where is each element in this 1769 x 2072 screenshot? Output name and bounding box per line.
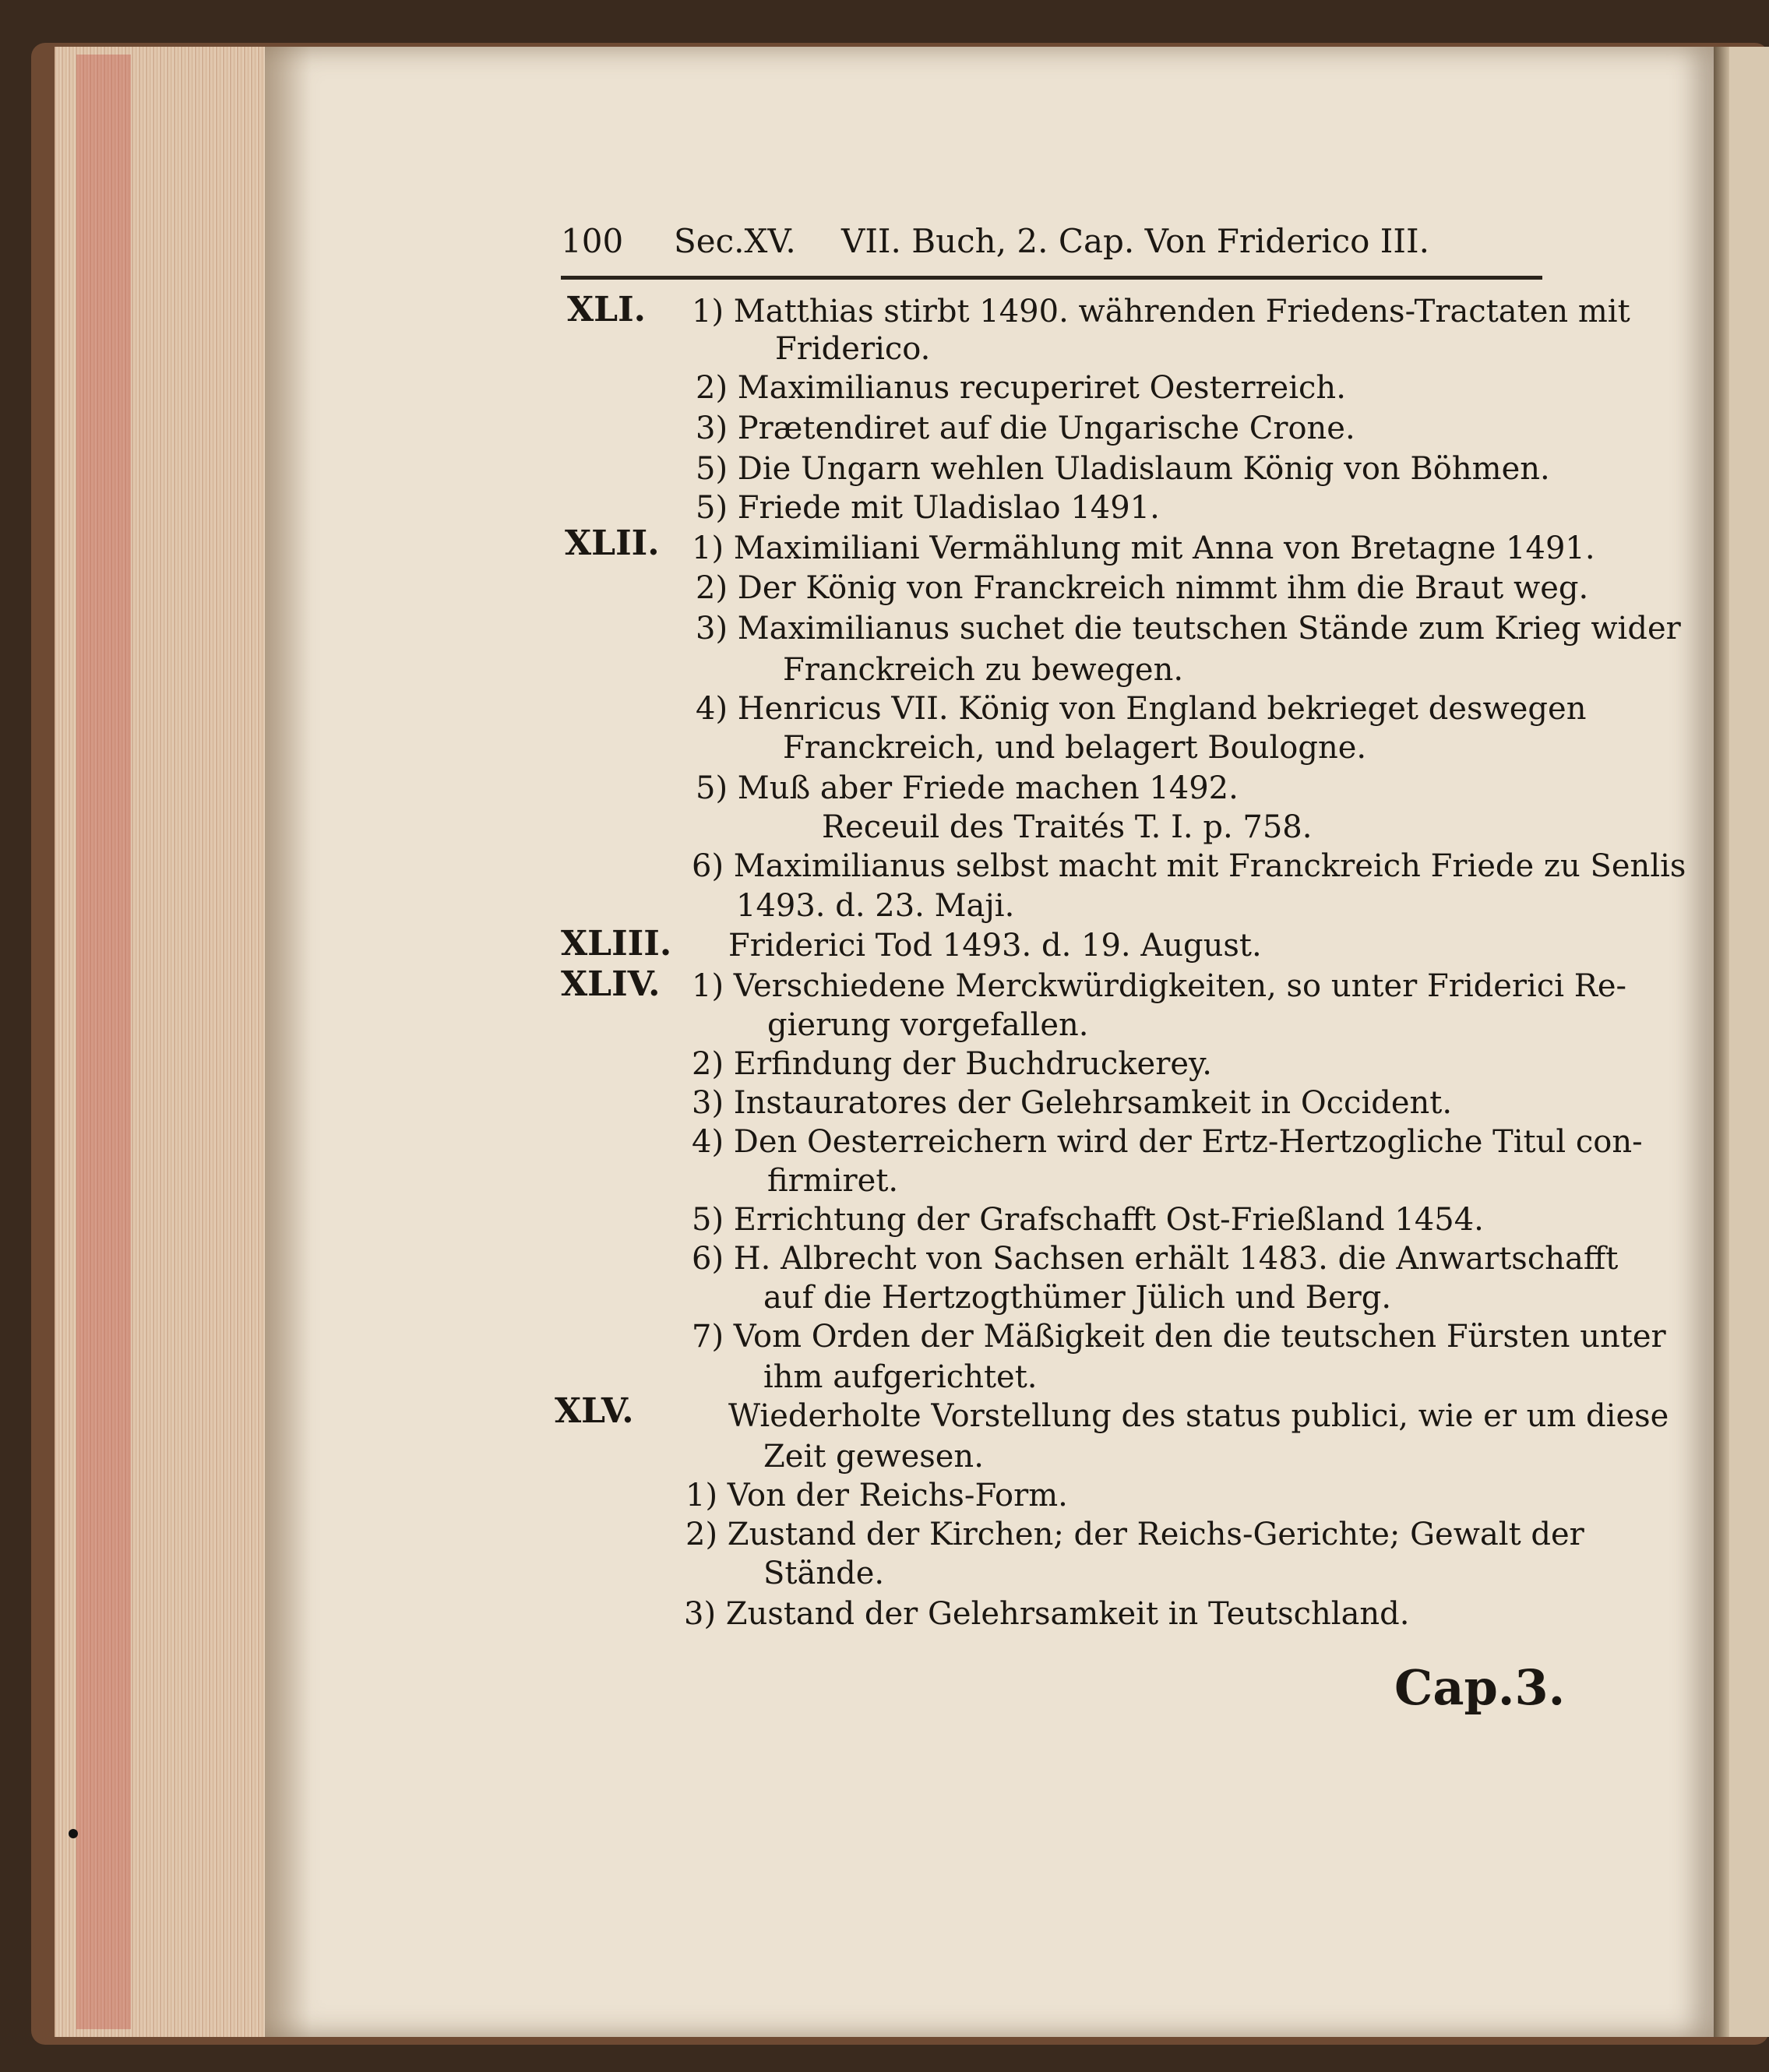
entry-line: 1) Matthias stirbt 1490. währenden Friedens-Tractaten mit xyxy=(692,294,1630,329)
roman-numeral: XLII. xyxy=(565,523,660,563)
gutter-shadow xyxy=(1714,47,1729,2037)
entry-line: 6) Maximilianus selbst macht mit Franckreich Friede zu Senlis xyxy=(692,848,1686,884)
chapter-title: VII. Buch, 2. Cap. Von Friderico III. xyxy=(841,222,1429,260)
roman-numeral: XLIV. xyxy=(561,964,661,1004)
page-number: 100 xyxy=(561,222,624,260)
entry-line: 2) Erfindung der Buchdruckerey. xyxy=(692,1046,1213,1082)
entry-line: 3) Instauratores der Gelehrsamkeit in Occident. xyxy=(692,1085,1453,1121)
entry-line: Friderico. xyxy=(775,331,931,367)
roman-numeral: XLIII. xyxy=(561,924,672,964)
entry-line: 1) Von der Reichs-Form. xyxy=(685,1478,1068,1513)
entry-line: 6) H. Albrecht von Sachsen erhält 1483. die Anwartschafft xyxy=(692,1241,1619,1277)
entry-line: gierung vorgefallen. xyxy=(767,1007,1089,1043)
ink-dot xyxy=(69,1829,78,1838)
entry-line: Stände. xyxy=(763,1556,885,1591)
section-label: Sec.XV. xyxy=(674,222,796,260)
entry-line: auf die Hertzogthümer Jülich und Berg. xyxy=(763,1280,1392,1316)
entry-line: Wiederholte Vorstellung des status publici, wie er um diese xyxy=(728,1398,1669,1434)
entry-line: 5) Die Ungarn wehlen Uladislaum König von Böhmen. xyxy=(696,451,1550,487)
roman-numeral: XLV. xyxy=(555,1391,634,1431)
entry-line: 5) Muß aber Friede machen 1492. xyxy=(696,770,1239,806)
entry-line: 5) Friede mit Uladislao 1491. xyxy=(696,490,1160,526)
catchword: Cap.3. xyxy=(1394,1659,1566,1716)
binding-shadow xyxy=(265,47,312,2037)
entry-line: 4) Den Oesterreichern wird der Ertz-Hertzogliche Titul con- xyxy=(692,1124,1643,1160)
running-header xyxy=(561,222,1535,269)
roman-numeral: XLI. xyxy=(567,290,646,329)
entry-line: 4) Henricus VII. König von England bekrieget deswegen xyxy=(696,691,1587,727)
entry-line: 7) Vom Orden der Mäßigkeit den die teutschen Fürsten unter xyxy=(692,1319,1666,1355)
entry-line: Franckreich, und belagert Boulogne. xyxy=(783,730,1367,766)
citation-line: Receuil des Traités T. I. p. 758. xyxy=(822,809,1313,845)
entry-line: 1493. d. 23. Maji. xyxy=(736,888,1015,924)
red-edge-tint xyxy=(76,55,131,2029)
header-rule xyxy=(561,276,1542,280)
entry-line: firmiret. xyxy=(767,1163,899,1199)
entry-line: 2) Der König von Franckreich nimmt ihm die Braut weg. xyxy=(696,570,1589,606)
entry-line: ihm aufgerichtet. xyxy=(763,1359,1038,1395)
entry-line: 5) Errichtung der Grafschafft Ost-Frießland 1454. xyxy=(692,1202,1484,1238)
entry-line: 3) Zustand der Gelehrsamkeit in Teutschland. xyxy=(684,1596,1410,1632)
entry-line: 3) Maximilianus suchet die teutschen Stände zum Krieg wider xyxy=(696,611,1681,647)
entry-line: 1) Maximiliani Vermählung mit Anna von Bretagne 1491. xyxy=(692,530,1595,566)
entry-line: 2) Maximilianus recuperiret Oesterreich. xyxy=(696,370,1346,406)
entry-line: 2) Zustand der Kirchen; der Reichs-Gerichte; Gewalt der xyxy=(685,1517,1584,1552)
entry-line: Friderici Tod 1493. d. 19. August. xyxy=(728,928,1262,964)
entry-line: 1) Verschiedene Merckwürdigkeiten, so unter Friderici Re- xyxy=(692,968,1627,1004)
entry-line: Zeit gewesen. xyxy=(763,1439,984,1475)
entry-line: 3) Prætendiret auf die Ungarische Crone. xyxy=(696,411,1355,446)
entry-line: Franckreich zu bewegen. xyxy=(783,652,1184,688)
